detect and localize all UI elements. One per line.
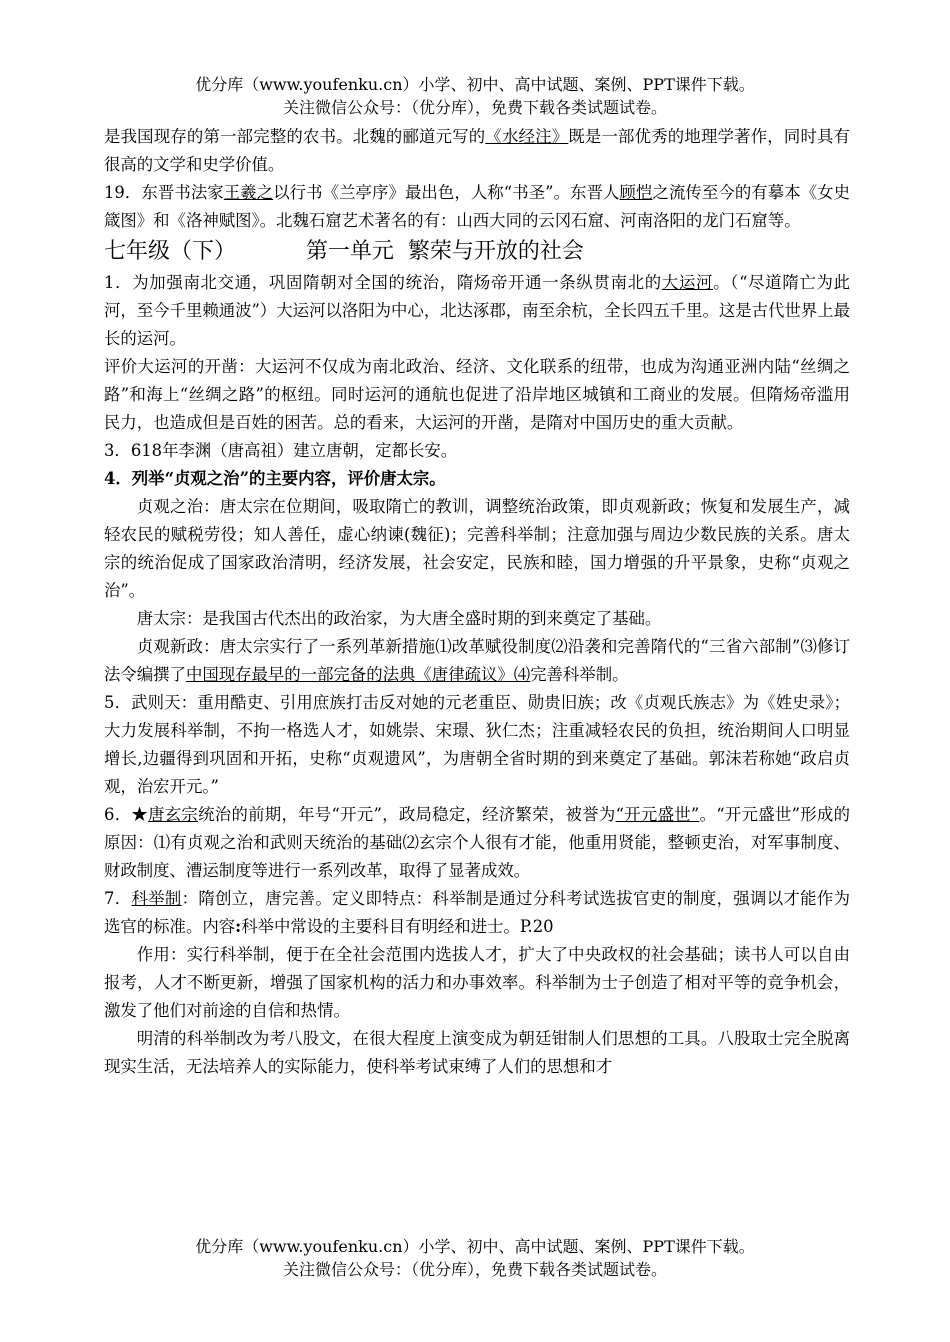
paragraph-zhenguan: 贞观之治：唐太宗在位期间，吸取隋亡的教训，调整统治政策，即贞观新政；恢复和发展生产，减轻农民的赋税劳役；知人善任，虚心纳谏(魏征)；完善科举制；注意加强与周边少数民族的关系。唐太宗的统治促成了国家政治清明，经济发展，社会安定，民族和睦，国力增强的升平景象，史称“贞观之治”。 [104, 497, 850, 600]
paragraph-baguwen: 明清的科举制改为考八股文，在很大程度上演变成为朝廷钳制人们思想的工具。八股取士完全脱离现实生活，无法培养人的实际能力，使科举考试束缚了人们的思想和才 [104, 1029, 850, 1076]
paragraph-19: 19．东晋书法家王羲之以行书《兰亭序》最出色，人称“书圣”。东晋人顾恺之流传至今的有摹本《女史箴图》和《洛神赋图》。北魏石窟艺术著名的有：山西大同的云冈石窟、河南洛阳的龙门石窟等。 [104, 183, 851, 230]
underlined-gukai: 顾恺 [619, 183, 653, 202]
underlined-kaiyuan: “开元盛世” [615, 805, 700, 824]
paragraph-1: 1．为加强南北交通，巩固隋朝对全国的统治，隋炀帝开通一条纵贯南北的大运河。（“尽道隋亡为此河，至今千里赖通波”）大运河以洛阳为中心，北达涿郡，南至余杭，全长四五千里。这是古代世界上最长的运河。 [104, 273, 851, 348]
paragraph-7: 7．科举制：隋创立，唐完善。定义即特点：科举制是通过分科考试选拔官吏的制度，强调以才能作为选官的标准。内容:科举中常设的主要科目有明经和进士。P.20 [104, 889, 851, 936]
paragraph-4-heading: 4．列举“贞观之治”的主要内容，评价唐太宗。 [104, 469, 446, 488]
paragraph-3: 3．618年李渊（唐高祖）建立唐朝，定都长安。 [104, 441, 458, 460]
section-title: 七年级（下） 第一单元 繁荣与开放的社会 [104, 239, 584, 264]
page-footer [0, 1235, 950, 1281]
underlined-keju: 科举制 [131, 889, 182, 908]
underlined-shuijingzhu: 《水经注》 [485, 127, 569, 146]
underlined-grand-canal: 大运河 [661, 273, 714, 292]
footer-line-1: 优分库（www.youfenku.cn）小学、初中、高中试题、案例、PPT课件下载。 [195, 1237, 755, 1256]
document-body [104, 123, 850, 1081]
underlined-tanglv: 中国现存最早的一部完备的法典《唐律疏议》⑷ [185, 665, 531, 684]
paragraph-keju-effect: 作用：实行科举制，便于在全社会范围内选拔人才，扩大了中央政权的社会基础；读书人可以自由报考，人才不断更新，增强了国家机构的活力和办事效率。科举制为士子创造了相对平等的竞争机会，激发了他们对前途的自信和热情。 [104, 945, 850, 1020]
paragraph-5: 5．武则天：重用酷吏、引用庶族打击反对她的元老重臣、勋贵旧族；改《贞观氏族志》为《姓史录》；大力发展科举制，不拘一格选人才，如姚崇、宋璟、狄仁杰；注重减轻农民的负担，统治期间人口明显增长,边疆得到巩固和开拓，史称“贞观遗风”，为唐朝全省时期的到来奠定了基础。郭沫若称她“政启贞观，治宏开元。” [104, 693, 850, 796]
header-line-2: 关注微信公众号：（优分库），免费下载各类试题试卷。 [282, 98, 667, 117]
paragraph-6: 6．★唐玄宗统治的前期，年号“开元”，政局稳定，经济繁荣，被誉为“开元盛世”。“开元盛世”形成的原因：⑴有贞观之治和武则天统治的基础⑵玄宗个人很有才能，他重用贤能，整顿吏治，对军事制度、财政制度、漕运制度等进行一系列改革，取得了显著成效。 [104, 805, 850, 880]
paragraph-agri-book: 是我国现存的第一部完整的农书。北魏的郦道元写的《水经注》既是一部优秀的地理学著作，同时具有很高的文学和史学价值。 [104, 127, 851, 174]
paragraph-new-policy: 贞观新政：唐太宗实行了一系列革新措施⑴改革赋役制度⑵沿袭和完善隋代的“三省六部制”⑶修订法令编撰了中国现存最早的一部完备的法典《唐律疏议》⑷完善科举制。 [104, 637, 850, 684]
header-line-1: 优分库（www.youfenku.cn）小学、初中、高中试题、案例、PPT课件下载。 [195, 75, 755, 94]
page-header [0, 73, 950, 119]
footer-line-2: 关注微信公众号：（优分库），免费下载各类试题试卷。 [282, 1260, 667, 1279]
paragraph-taizong: 唐太宗：是我国古代杰出的政治家，为大唐全盛时期的到来奠定了基础。 [136, 609, 662, 628]
underlined-wangxizhi: 王羲之 [223, 183, 274, 202]
paragraph-canal-evaluation: 评价大运河的开凿：大运河不仅成为南北政治、经济、文化联系的纽带，也成为沟通亚洲内陆“丝绸之路”和海上“丝绸之路”的枢纽。同时运河的通航也促进了沿岸地区城镇和工商业的发展。但隋炀帝滥用民力，也造成但是百姓的困苦。总的看来，大运河的开凿，是隋对中国历史的重大贡献。 [104, 357, 850, 432]
underlined-xuanzong: 唐玄宗 [148, 805, 199, 824]
page-reference: P.20 [519, 917, 554, 936]
